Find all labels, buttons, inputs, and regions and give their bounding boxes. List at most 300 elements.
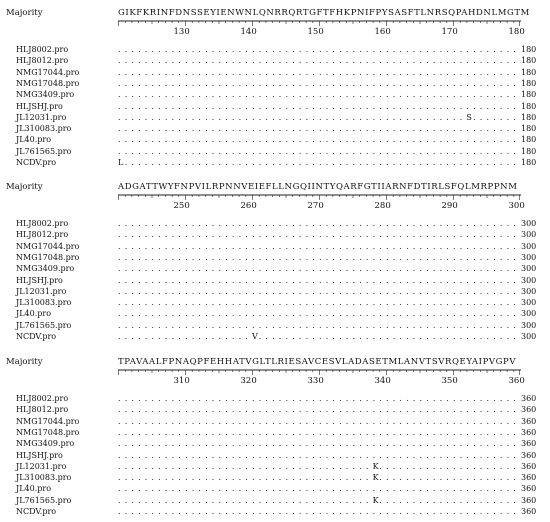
residue-match: .: [178, 45, 181, 54]
residue-match: .: [352, 427, 356, 437]
residue-match: .: [238, 230, 242, 240]
residue-match: .: [245, 416, 248, 426]
residue-match: .: [359, 394, 362, 403]
residue-match: .: [419, 320, 423, 330]
residue-match: .: [439, 405, 443, 415]
residue-match: .: [419, 135, 423, 145]
residue-match: .: [319, 286, 322, 296]
residue-match: .: [285, 298, 289, 308]
residue-match: .: [118, 416, 121, 426]
residue-match: .: [205, 230, 208, 240]
residue-match: .: [319, 146, 322, 156]
residue-match: .: [493, 101, 496, 111]
residue-match: .: [365, 450, 369, 460]
residue-match: .: [205, 405, 208, 415]
residue-match: .: [399, 495, 402, 505]
residue-match: .: [178, 473, 181, 483]
residue-match: .: [118, 405, 121, 415]
residue-match: .: [345, 135, 349, 145]
residue-match: .: [252, 135, 255, 145]
residue-match: .: [298, 332, 302, 341]
residue-match: .: [252, 45, 255, 54]
residue-match: .: [158, 146, 161, 156]
residue-match: .: [392, 78, 396, 88]
residue-match: .: [339, 320, 342, 330]
residue-match: .: [305, 56, 309, 66]
sequence-name: NMG3409.pro: [16, 439, 75, 449]
residue-match: .: [305, 219, 309, 228]
residue-match: .: [312, 56, 315, 66]
residue-match: .: [426, 67, 429, 77]
residue-match: .: [506, 450, 510, 460]
residue-match: .: [144, 90, 148, 100]
residue-match: .: [493, 461, 496, 471]
residue-match: .: [392, 264, 396, 274]
residue-match: .: [432, 135, 436, 145]
residue-match: .: [439, 394, 443, 403]
residue-match: .: [459, 286, 463, 296]
residue-match: .: [325, 320, 329, 330]
residue-match: .: [499, 507, 503, 516]
residue-match: .: [245, 320, 248, 330]
residue-match: .: [171, 405, 175, 415]
sequence-name: HLJ8012.pro: [16, 405, 69, 415]
residue-match: .: [513, 332, 516, 341]
residue-match: .: [151, 286, 155, 296]
residue-match: .: [298, 135, 302, 145]
residue-match: .: [479, 332, 483, 341]
residue-match: .: [319, 416, 322, 426]
residue-match: .: [198, 230, 201, 240]
row-end-position: 360: [521, 473, 537, 483]
residue-match: .: [144, 298, 148, 308]
residue-match: .: [185, 101, 188, 111]
residue-match: .: [513, 45, 516, 54]
residue-match: .: [298, 275, 302, 285]
residue-match: .: [446, 67, 449, 77]
residue-match: .: [258, 332, 262, 341]
residue-match: .: [439, 112, 443, 122]
residue-match: .: [238, 439, 242, 449]
residue-match: .: [178, 56, 181, 66]
residue-match: .: [453, 241, 456, 251]
residue-match: .: [506, 286, 510, 296]
residue-match: .: [205, 219, 208, 228]
residue-match: .: [272, 67, 275, 77]
residue-match: .: [372, 427, 376, 437]
residue-match: .: [499, 264, 503, 274]
residue-match: .: [151, 427, 155, 437]
sequence-dots: [118, 473, 518, 483]
residue-match: .: [379, 416, 382, 426]
residue-match: .: [426, 135, 429, 145]
residue-match: .: [372, 252, 376, 262]
residue-match: .: [379, 286, 382, 296]
residue-match: .: [305, 78, 309, 88]
residue-match: .: [325, 146, 329, 156]
residue-match: .: [198, 332, 201, 341]
residue-match: .: [365, 427, 369, 437]
residue-match: .: [419, 405, 423, 415]
residue-match: .: [238, 495, 242, 505]
residue-match: .: [144, 135, 148, 145]
residue-match: .: [164, 78, 168, 88]
residue-match: .: [211, 56, 215, 66]
residue-match: .: [211, 495, 215, 505]
sequence-name: HLJ8012.pro: [16, 230, 69, 240]
residue-match: .: [339, 275, 342, 285]
residue-match: .: [138, 78, 141, 88]
residue-match: .: [399, 158, 402, 167]
residue-match: .: [252, 101, 255, 111]
residue-match: .: [171, 112, 175, 122]
residue-match: .: [365, 90, 369, 100]
residue-match: .: [506, 146, 510, 156]
residue-match: .: [372, 158, 376, 167]
residue-match: .: [352, 146, 356, 156]
sequence-dots: [118, 298, 518, 308]
residue-match: .: [218, 450, 222, 460]
residue-match: .: [225, 45, 228, 54]
residue-match: .: [151, 394, 155, 403]
sequence-name: NMG17044.pro: [16, 241, 80, 251]
residue-match: .: [205, 124, 208, 134]
residue-match: .: [312, 461, 315, 471]
residue-match: .: [258, 416, 262, 426]
residue-match: .: [144, 439, 148, 449]
residue-match: .: [453, 473, 456, 483]
residue-match: .: [178, 286, 181, 296]
residue-match: .: [439, 56, 443, 66]
residue-match: .: [144, 495, 148, 505]
residue-match: .: [486, 45, 490, 54]
residue-match: .: [466, 416, 469, 426]
residue-match: .: [225, 495, 228, 505]
residue-substitution: S: [466, 112, 472, 122]
residue-match: .: [365, 264, 369, 274]
residue-match: .: [131, 484, 134, 494]
residue-match: .: [238, 135, 242, 145]
residue-match: .: [406, 394, 409, 403]
residue-match: .: [412, 56, 416, 66]
residue-match: .: [245, 124, 248, 134]
residue-match: .: [493, 405, 496, 415]
residue-match: .: [238, 309, 242, 319]
residue-match: .: [272, 241, 275, 251]
residue-match: .: [439, 146, 443, 156]
residue-match: .: [118, 461, 121, 471]
residue-match: .: [486, 78, 490, 88]
residue-match: .: [359, 416, 362, 426]
sequence-dots: [118, 102, 518, 112]
row-end-position: 300: [521, 219, 537, 228]
residue-match: .: [399, 101, 402, 111]
residue-match: .: [339, 394, 342, 403]
residue-match: .: [178, 252, 181, 262]
residue-match: .: [258, 495, 262, 505]
sequence-name: JL12031.pro: [16, 286, 67, 296]
residue-match: .: [205, 67, 208, 77]
residue-match: .: [278, 230, 282, 240]
residue-match: .: [486, 439, 490, 449]
residue-match: .: [252, 484, 255, 494]
residue-match: .: [178, 309, 181, 319]
residue-match: .: [118, 275, 121, 285]
residue-match: .: [419, 450, 423, 460]
residue-match: .: [312, 405, 315, 415]
residue-match: .: [292, 78, 295, 88]
residue-substitution: K: [372, 461, 379, 471]
residue-match: .: [258, 158, 262, 167]
residue-match: .: [292, 67, 295, 77]
residue-match: .: [138, 495, 141, 505]
residue-match: .: [426, 427, 429, 437]
residue-match: .: [339, 124, 342, 134]
residue-match: .: [359, 56, 362, 66]
residue-match: .: [319, 495, 322, 505]
residue-match: .: [191, 45, 195, 54]
residue-match: .: [332, 473, 335, 483]
residue-match: .: [178, 507, 181, 516]
residue-match: .: [332, 146, 335, 156]
residue-match: .: [238, 219, 242, 228]
residue-match: .: [151, 275, 155, 285]
residue-match: .: [493, 298, 496, 308]
residue-match: .: [292, 495, 295, 505]
residue-match: .: [419, 241, 423, 251]
residue-match: .: [151, 332, 155, 341]
residue-match: .: [278, 264, 282, 274]
residue-match: .: [352, 67, 356, 77]
residue-match: .: [426, 309, 429, 319]
residue-match: .: [231, 101, 235, 111]
residue-match: .: [312, 484, 315, 494]
residue-match: .: [446, 320, 449, 330]
residue-match: .: [211, 112, 215, 122]
majority-sequence: GIKFKRINFDNSSEYIENWNLQNRRQRTGFTFHKPNIFPYSASFTLNRSQPAHDNLMGTM: [118, 8, 530, 18]
residue-match: .: [486, 416, 490, 426]
residue-match: .: [332, 135, 335, 145]
residue-match: .: [486, 146, 490, 156]
residue-match: .: [272, 427, 275, 437]
residue-match: .: [446, 427, 449, 437]
residue-match: .: [238, 101, 242, 111]
residue-match: .: [466, 298, 469, 308]
residue-match: .: [191, 78, 195, 88]
residue-match: .: [265, 286, 268, 296]
residue-match: .: [258, 439, 262, 449]
residue-match: .: [446, 45, 449, 54]
residue-match: .: [305, 230, 309, 240]
residue-match: .: [305, 507, 309, 516]
residue-match: .: [392, 275, 396, 285]
residue-match: .: [439, 158, 443, 167]
residue-match: .: [359, 275, 362, 285]
residue-match: .: [392, 298, 396, 308]
residue-match: .: [325, 286, 329, 296]
residue-match: .: [198, 146, 201, 156]
residue-match: .: [278, 112, 282, 122]
residue-match: .: [305, 112, 309, 122]
sequence-name: JL40.pro: [16, 135, 52, 145]
residue-match: .: [164, 252, 168, 262]
residue-match: .: [225, 230, 228, 240]
residue-match: .: [332, 230, 335, 240]
residue-match: .: [319, 101, 322, 111]
residue-match: .: [339, 461, 342, 471]
residue-match: .: [419, 439, 423, 449]
residue-match: .: [218, 101, 222, 111]
residue-match: .: [278, 146, 282, 156]
residue-match: .: [178, 158, 181, 167]
sequence-dots: [118, 507, 518, 517]
residue-match: .: [432, 332, 436, 341]
residue-match: .: [473, 67, 476, 77]
residue-match: .: [144, 45, 148, 54]
residue-match: .: [272, 101, 275, 111]
residue-match: .: [345, 45, 349, 54]
residue-match: .: [406, 56, 409, 66]
residue-match: .: [459, 219, 463, 228]
residue-match: .: [278, 484, 282, 494]
residue-match: .: [486, 450, 490, 460]
residue-match: .: [312, 439, 315, 449]
residue-match: .: [379, 112, 382, 122]
residue-match: .: [372, 507, 376, 516]
residue-match: .: [352, 298, 356, 308]
residue-match: .: [365, 241, 369, 251]
residue-match: .: [386, 219, 389, 228]
residue-match: .: [439, 78, 443, 88]
residue-match: .: [178, 320, 181, 330]
residue-match: .: [506, 405, 510, 415]
residue-match: .: [312, 275, 315, 285]
residue-match: .: [506, 473, 510, 483]
residue-match: .: [205, 45, 208, 54]
residue-match: .: [265, 78, 268, 88]
residue-match: .: [486, 461, 490, 471]
residue-match: .: [305, 286, 309, 296]
residue-match: .: [379, 439, 382, 449]
residue-match: .: [144, 275, 148, 285]
sequence-row: [0, 102, 550, 112]
residue-match: .: [124, 230, 128, 240]
residue-match: .: [365, 416, 369, 426]
residue-match: .: [131, 309, 134, 319]
residue-match: .: [158, 56, 161, 66]
residue-match: .: [245, 67, 248, 77]
residue-match: .: [205, 90, 208, 100]
sequence-dots: [118, 56, 518, 66]
residue-match: .: [198, 241, 201, 251]
residue-match: .: [459, 450, 463, 460]
residue-match: .: [506, 275, 510, 285]
residue-match: .: [432, 112, 436, 122]
residue-match: .: [459, 484, 463, 494]
residue-match: .: [479, 461, 483, 471]
residue-match: .: [138, 90, 141, 100]
residue-match: .: [252, 124, 255, 134]
residue-match: .: [372, 135, 376, 145]
residue-match: .: [211, 158, 215, 167]
residue-match: .: [151, 484, 155, 494]
residue-match: .: [258, 101, 262, 111]
residue-match: .: [392, 427, 396, 437]
residue-match: .: [499, 56, 503, 66]
residue-match: .: [506, 252, 510, 262]
residue-match: .: [164, 90, 168, 100]
residue-match: .: [459, 473, 463, 483]
residue-match: .: [305, 416, 309, 426]
residue-match: .: [419, 252, 423, 262]
residue-match: .: [205, 416, 208, 426]
residue-match: .: [339, 45, 342, 54]
residue-match: .: [499, 124, 503, 134]
residue-match: .: [191, 90, 195, 100]
residue-match: .: [158, 275, 161, 285]
residue-match: .: [319, 484, 322, 494]
residue-match: .: [198, 320, 201, 330]
residue-match: .: [285, 405, 289, 415]
row-end-position: 180: [521, 146, 537, 156]
residue-match: .: [298, 158, 302, 167]
residue-match: .: [191, 135, 195, 145]
residue-match: .: [392, 101, 396, 111]
residue-match: .: [191, 146, 195, 156]
residue-match: .: [225, 439, 228, 449]
residue-match: .: [285, 219, 289, 228]
residue-match: .: [319, 56, 322, 66]
residue-match: .: [345, 264, 349, 274]
residue-match: .: [144, 416, 148, 426]
residue-match: .: [479, 473, 483, 483]
residue-match: .: [412, 473, 416, 483]
residue-match: .: [245, 405, 248, 415]
residue-match: .: [218, 473, 222, 483]
sequence-dots: [118, 135, 518, 145]
residue-match: .: [399, 394, 402, 403]
residue-match: .: [325, 90, 329, 100]
residue-match: .: [258, 252, 262, 262]
residue-match: .: [238, 286, 242, 296]
residue-match: .: [499, 45, 503, 54]
residue-match: .: [164, 101, 168, 111]
residue-match: .: [144, 101, 148, 111]
residue-match: .: [252, 394, 255, 403]
residue-match: .: [124, 450, 128, 460]
residue-match: .: [372, 219, 376, 228]
residue-match: .: [131, 90, 134, 100]
residue-match: .: [151, 405, 155, 415]
residue-match: .: [406, 427, 409, 437]
residue-match: .: [412, 507, 416, 516]
residue-match: .: [459, 309, 463, 319]
residue-match: .: [225, 252, 228, 262]
residue-match: .: [265, 67, 268, 77]
residue-match: .: [245, 427, 248, 437]
residue-match: .: [419, 298, 423, 308]
residue-match: .: [225, 416, 228, 426]
residue-match: .: [499, 78, 503, 88]
residue-match: .: [426, 507, 429, 516]
residue-match: .: [493, 78, 496, 88]
residue-match: .: [399, 473, 402, 483]
residue-match: .: [292, 320, 295, 330]
residue-match: .: [479, 146, 483, 156]
residue-match: .: [399, 298, 402, 308]
residue-match: .: [473, 158, 476, 167]
residue-match: .: [292, 484, 295, 494]
